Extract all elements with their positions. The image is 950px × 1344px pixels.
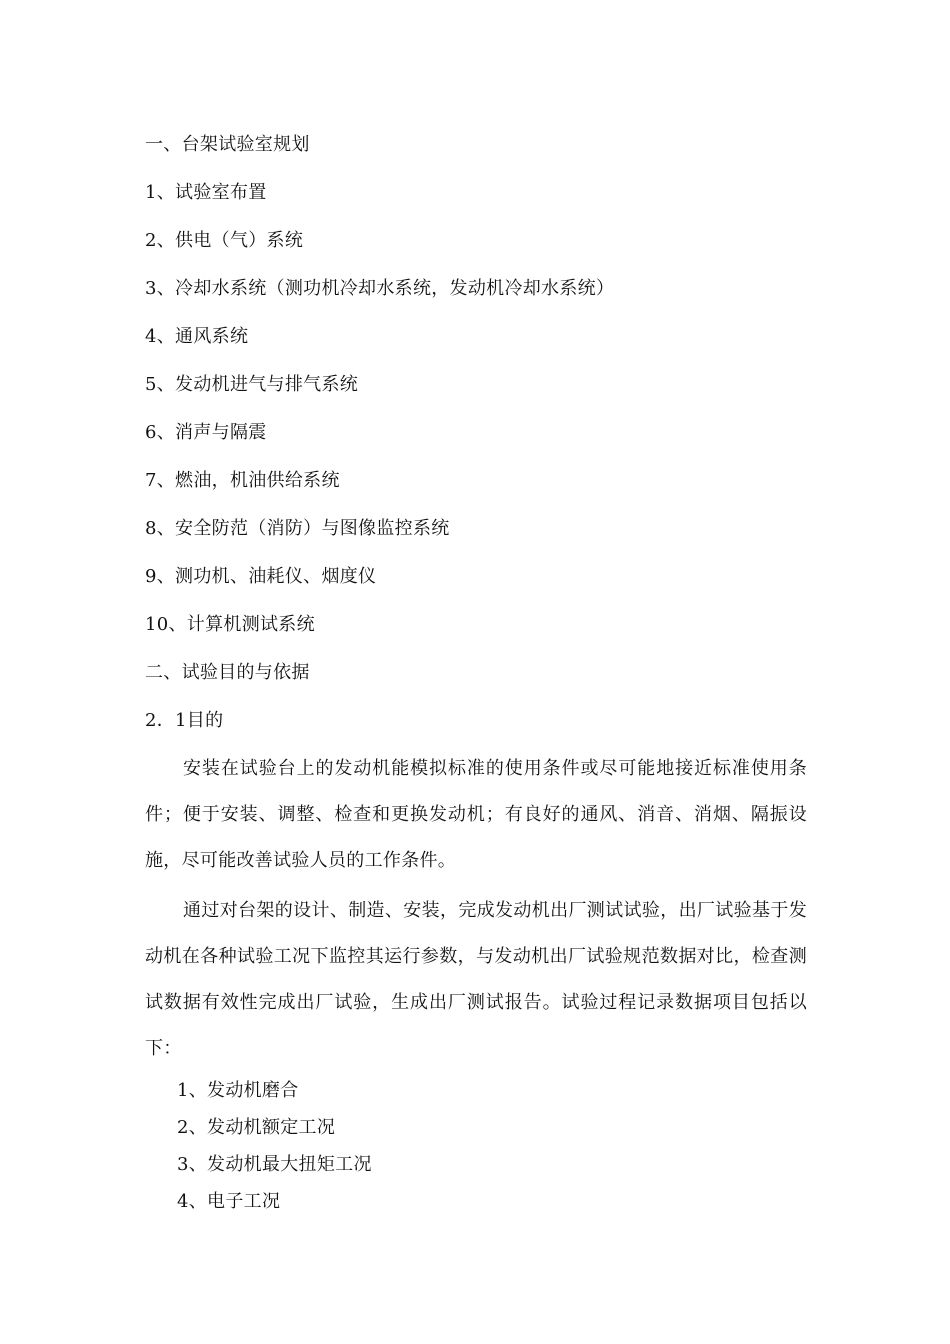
paragraph: 安装在试验台上的发动机能模拟标准的使用条件或尽可能地接近标准使用条件；便于安装、调整、检查和更换发动机；有良好的通风、消音、消烟、隔振设施，尽可能改善试验人员的工作条件。 [145, 758, 807, 871]
list-item: 2、发动机额定工况 [177, 1117, 336, 1138]
list-item: 1、试验室布置 [145, 182, 267, 203]
list-item: 9、测功机、油耗仪、烟度仪 [145, 566, 377, 587]
list-item: 5、发动机进气与排气系统 [145, 374, 359, 395]
section-1-heading: 一、台架试验室规划 [145, 134, 310, 155]
list-item: 4、电子工况 [177, 1191, 281, 1212]
list-item: 1、发动机磨合 [177, 1080, 299, 1101]
sub-heading: 2．1目的 [145, 710, 224, 731]
list-item: 3、冷却水系统（测功机冷却水系统，发动机冷却水系统） [145, 278, 615, 299]
list-item: 4、通风系统 [145, 326, 249, 347]
paragraph: 通过对台架的设计、制造、安装，完成发动机出厂测试试验，出厂试验基于发动机在各种试验工况下监控其运行参数，与发动机出厂试验规范数据对比，检查测试数据有效性完成出厂试验，生成出厂测试报告。试验过程记录数据项目包括以下： [145, 900, 807, 1059]
list-item: 3、发动机最大扭矩工况 [177, 1154, 372, 1175]
list-item: 8、安全防范（消防）与图像监控系统 [145, 518, 450, 539]
list-item: 10、计算机测试系统 [145, 614, 315, 635]
list-item: 6、消声与隔震 [145, 422, 267, 443]
list-item: 7、燃油，机油供给系统 [145, 470, 340, 491]
section-2-heading: 二、试验目的与依据 [145, 662, 310, 683]
list-item: 2、供电（气）系统 [145, 230, 304, 251]
